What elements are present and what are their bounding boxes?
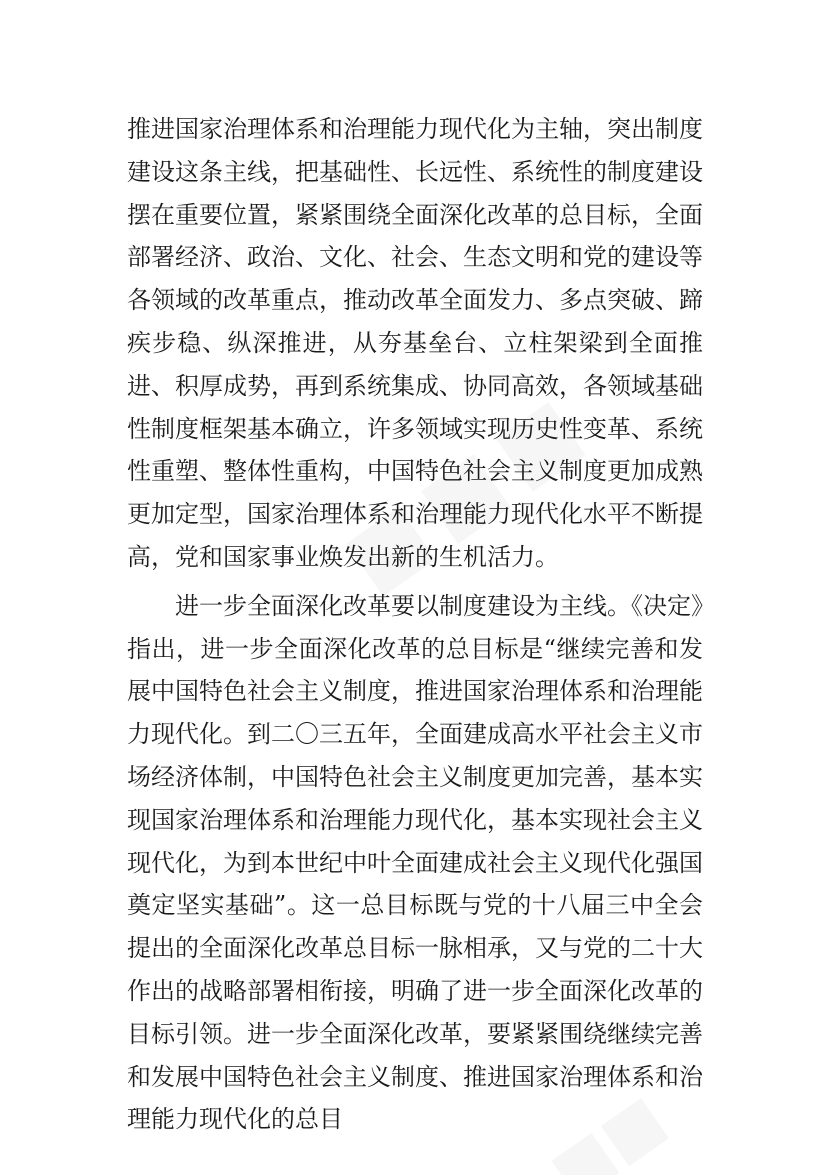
document-body (127, 108, 703, 1141)
paragraph-continuation: 推进国家治理体系和治理能力现代化为主轴，突出制度建设这条主线，把基础性、长远性、系统性的制度建设摆在重要位置，紧紧围绕全面深化改革的总目标，全面部署经济、政治、文化、社会、生态文明和党的建设等各领域的改革重点，推动改革全面发力、多点突破、蹄疾步稳、纵深推进，从夯基垒台、立柱架梁到全面推进、积厚成势，再到系统集成、协同高效，各领域基础性制度框架基本确立，许多领域实现历史性变革、系统性重塑、整体性重构，中国特色社会主义制度更加成熟更加定型，国家治理体系和治理能力现代化水平不断提高，党和国家事业焕发出新的生机活力。 (127, 115, 703, 571)
paragraph-institution-building: 进一步全面深化改革要以制度建设为主线。《决定》指出，进一步全面深化改革的总目标是“继续完善和发展中国特色社会主义制度，推进国家治理体系和治理能力现代化。到二〇三五年，全面建成高水平社会主义市场经济体制，中国特色社会主义制度更加完善，基本实现国家治理体系和治理能力现代化，基本实现社会主义现代化，为到本世纪中叶全面建成社会主义现代化强国奠定坚实基础”。这一总目标既与党的十八届三中全会提出的全面深化改革总目标一脉相承，又与党的二十大作出的战略部署相衔接，明确了进一步全面深化改革的目标引领。进一步全面深化改革，要紧紧围绕继续完善和发展中国特色社会主义制度、推进国家治理体系和治理能力现代化的总目 (127, 591, 703, 1134)
